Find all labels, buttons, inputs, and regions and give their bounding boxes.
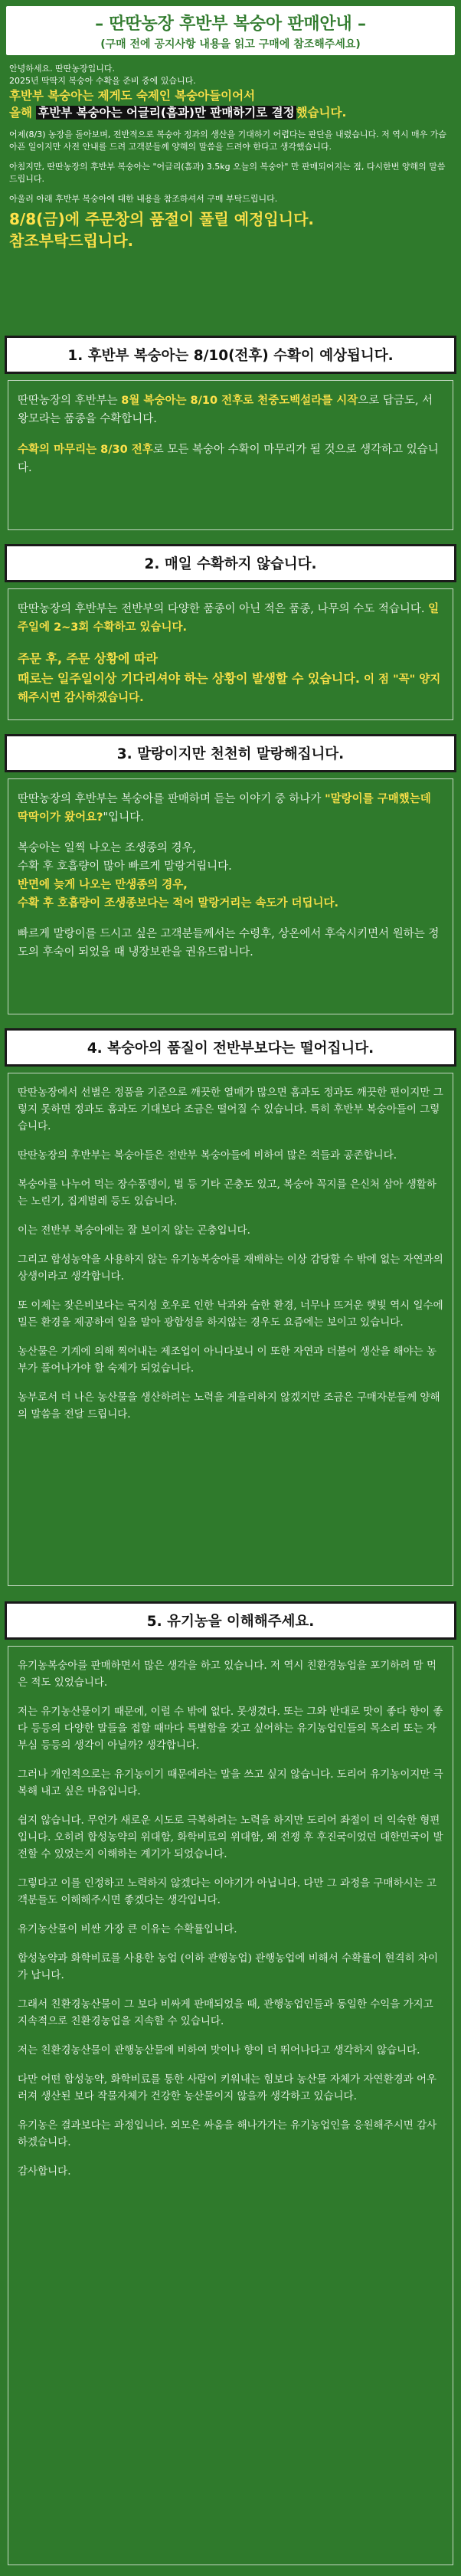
section-1-body <box>8 380 453 530</box>
section-5-p3: 그러나 개인적으로는 유기농이기 때문에라는 말을 쓰고 싶지 않습니다. 도리어 유기농이지만 극복해 내고 싶은 마음입니다. <box>18 1768 443 1798</box>
section-5-p8: 그래서 친환경농산물이 그 보다 비싸게 판매되었을 때, 관행농업인들과 동일한 수익을 가지고 지속적으로 친환경농업을 지속할 수 있습니다. <box>18 1998 433 2027</box>
greeting: 안녕하세요. 딴딴농장입니다. <box>9 64 116 74</box>
section-3-p3: 빠르게 말랑이를 드시고 싶은 고객분들께서는 수령후, 상온에서 후숙시키면서 원하는 정도의 후숙이 되었을 때 냉장보관을 권유드립니다. <box>18 928 440 959</box>
section-5-p2: 저는 유기농산물이기 때문에, 이럴 수 밖에 없다. 못생겼다. 또는 그와 반대로 맛이 좋다 향이 좋다 등등의 다양한 말들을 접할 때마다 특별함을 갖고 싶어하는 유기농업인들의 목소리 또는 자부심 등등의 생각이 아닐까? 생각합니다. <box>18 1706 443 1752</box>
page-subtitle: (구매 전에 공지사항 내용을 읽고 구매에 참조해주세요) <box>100 38 361 51</box>
notice-b-post: 했습니다. <box>296 106 347 120</box>
notice-line-a: 후반부 복숭아는 제게도 숙제인 복숭아들이어서 <box>9 89 256 103</box>
deadline-2: 참조부탁드립니다. <box>9 231 134 250</box>
section-3-title: 3. 말랑이지만 천천히 말랑해집니다. <box>5 734 456 772</box>
notice-line-b <box>9 104 452 121</box>
section-5-p9: 저는 친환경농산물이 관행농산물에 비하여 맛이나 향이 더 뛰어나다고 생각하지 않습니다. <box>18 2044 420 2057</box>
section-4-body <box>8 1073 453 1586</box>
section-2-title: 2. 매일 수확하지 않습니다. <box>5 544 456 582</box>
section-5-p6: 유기농산물이 비싼 가장 큰 이유는 수확률입니다. <box>18 1923 237 1935</box>
notice-b-pre: 올해 <box>9 106 37 120</box>
section-4-p3: 복숭아를 나누어 먹는 장수풍뎅이, 벌 등 기타 곤충도 있고, 복숭아 꼭지를 은신처 삼아 생활하는 노린기, 집게벌레 등도 있습니다. <box>18 1178 436 1208</box>
section-5-body <box>8 1646 453 2565</box>
intro-para-1: 어제(8/3) 농장을 돌아보며, 전반적으로 복숭아 정과의 생산을 기대하기 어렵다는 판단을 내렸습니다. 저 역시 매우 가슴 아픈 일이지만 사전 안내를 드려 고객분들께 양해의 말씀을 드려야 한다고 생각했습니다. <box>9 129 447 152</box>
section-3-p1: 딴딴농장의 후반부는 복숭아를 판매하며 듣는 이야기 중 하나가 "말랑이를 구매했는데 딱딱이가 왔어요?"입니다. <box>18 793 431 824</box>
page-title: – 딴딴농장 후반부 복숭아 판매안내 – <box>95 15 366 34</box>
section-5-p4: 쉽지 않습니다. 무언가 새로운 시도로 극복하려는 노력을 하지만 도리어 좌절이 더 익숙한 형편입니다. 오히려 합성농약의 위대함, 화학비료의 위대함, 왜 전쟁 후 후진국이었던 대한민국이 발전할 수 있었는지 이해하는 계기가 되었습니다. <box>18 1814 443 1860</box>
section-4-p8: 농부로서 더 나은 농산물을 생산하려는 노력을 게을리하지 않겠지만 조금은 구매자분들께 양해의 말씀을 전달 드립니다. <box>18 1391 440 1421</box>
section-5-p12: 감사합니다. <box>18 2165 71 2178</box>
section-4-p6: 또 이제는 잦은비보다는 국지성 호우로 인한 낙과와 습한 환경, 너무나 뜨거운 햇빛 역시 일수에 밀든 환경을 제공하여 일을 말아 광합성을 하지않는 경우도 요즘에는 보이고 있습니다. <box>18 1299 443 1329</box>
section-5-p11: 유기농은 결과보다는 과정입니다. 외모은 싸움을 해나가가는 유기농업인을 응원해주시면 감사하겠습니다. <box>18 2119 437 2148</box>
intro-line-2: 2025년 딱딱지 복숭아 수확을 준비 중에 있습니다. <box>9 76 196 86</box>
section-4-p2: 딴딴농장의 후반부는 복숭아들은 전반부 복숭아들에 비하여 많은 적들과 공존합니다. <box>18 1149 397 1162</box>
section-1-p2: 수확의 마무리는 8/30 전후로 모든 복숭아 수확이 마무리가 될 것으로 생각하고 있습니다. <box>18 444 439 474</box>
deadline-1: 8/8(금)에 주문창의 품절이 풀릴 예정입니다. <box>9 210 314 228</box>
intro-block <box>9 63 452 251</box>
section-3-body <box>8 778 453 1014</box>
section-2-body <box>8 588 453 720</box>
section-5-p1: 유기농복숭아를 판매하면서 많은 생각을 하고 있습니다. 저 역시 친환경농업을 포기하려 맘 먹은 적도 있었습니다. <box>18 1660 437 1689</box>
section-3-p2: 복숭아는 일찍 나오는 조생종의 경우, 수확 후 호흡량이 많아 빠르게 말랑거립니다. 반면에 늦게 나오는 만생종의 경우, 수확 후 호흡량이 조생종보다는 적어 말랑거리는 속도가 더딥니다. <box>18 842 339 909</box>
section-5-p10: 다만 어떤 합성농약, 화학비료를 통한 사람이 키워내는 힘보다 농산물 자체가 자연환경과 어우러져 생산된 보다 작물자체가 건강한 농산물이지 않을까 생각하고 있습니다. <box>18 2073 437 2102</box>
section-4-p1: 딴딴농장에서 선별은 정품을 기준으로 깨끗한 열매가 많으면 흠과도 정과도 깨끗한 편이지만 그렇지 못하면 정과도 흠과도 기대보다 조금은 떨어질 수 있습니다. 특히 후반부 복숭아들이 그렇습니다. <box>18 1086 443 1132</box>
section-1-title: 1. 후반부 복숭아는 8/10(전후) 수확이 예상됩니다. <box>5 336 456 374</box>
notice-b-highlight: 후반부 복숭아는 어글리(흠과)만 판매하기로 결정 <box>38 106 295 120</box>
section-4-p4: 이는 전반부 복숭아에는 잘 보이지 않는 곤충입니다. <box>18 1224 250 1237</box>
section-4-p5: 그리고 합성농약을 사용하지 않는 유기농복숭아를 재배하는 이상 감당할 수 밖에 없는 자연과의 상생이라고 생각합니다. <box>18 1254 443 1283</box>
section-2-p2: 주문 후, 주문 상황에 따라 때로는 일주일이상 기다리셔야 하는 상황이 발생할 수 있습니다. 이 점 "꼭" 양지해주시면 감사하겠습니다. <box>18 651 441 704</box>
intro-para-2: 아침지만, 딴딴농장의 후반부 복숭아는 "어글리(흠과) 3.5kg 오늘의 복숭아" 만 판매되어지는 점, 다시한번 양해의 말씀드립니다. <box>9 162 446 184</box>
section-2-p1: 딴딴농장의 후반부는 전반부의 다양한 품종이 아닌 적은 품종, 나무의 수도 적습니다. 일주일에 2~3회 수확하고 있습니다. <box>18 603 440 634</box>
section-5-p7: 합성농약과 화학비료를 사용한 농업 (이하 관행농업) 관행농업에 비해서 수확률이 현격히 차이가 납니다. <box>18 1952 439 1981</box>
section-4-p7: 농산물은 기계에 의해 찍어내는 제조업이 아니다보니 이 또한 자연과 더불어 생산을 해야는 농부가 풀어나가야 할 숙제가 되었습니다. <box>18 1345 437 1375</box>
intro-para-3: 아울러 아래 후반부 복숭아에 대한 내용을 참조하셔서 구매 부탁드립니다. <box>9 194 278 204</box>
section-4-title: 4. 복숭아의 품질이 전반부보다는 떨어집니다. <box>5 1028 456 1067</box>
header-box <box>6 6 455 55</box>
section-5-p5: 그렇다고 이를 인정하고 노력하지 않겠다는 이야기가 아닙니다. 다만 그 과정을 구매하시는 고객분들도 이해해주시면 좋겠다는 생각입니다. <box>18 1877 437 1906</box>
section-5-title: 5. 유기농을 이해해주세요. <box>5 1601 456 1640</box>
section-1-p1: 딴딴농장의 후반부는 8월 복숭아는 8/10 전후로 천중도백설라를 시작으로 답금도, 서왕모라는 품종을 수확합니다. <box>18 395 433 425</box>
